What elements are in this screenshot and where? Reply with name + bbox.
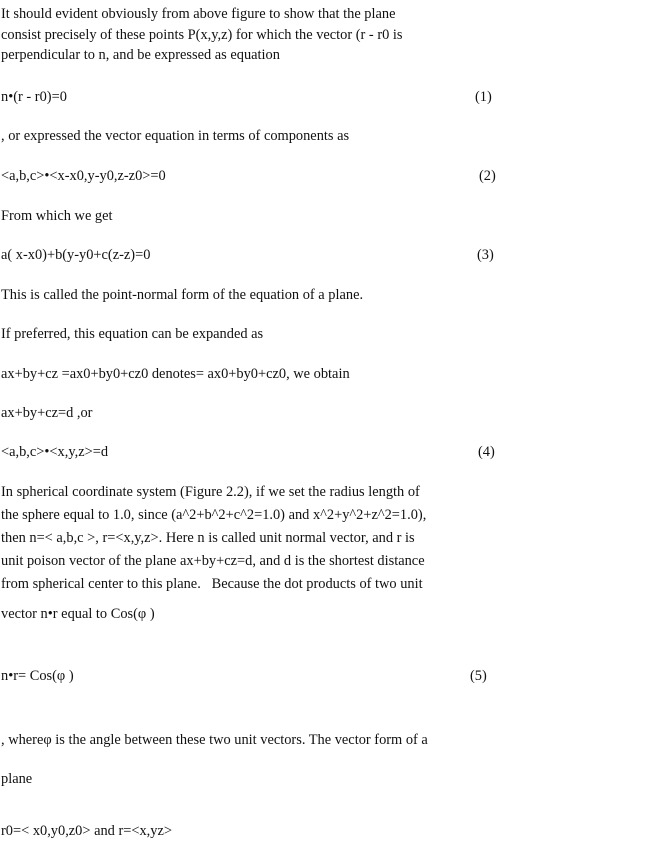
equation-3: a( x-x0)+b(y-y0+c(z-z)=0 [1,247,151,263]
equation-2: <a,b,c>•<x-x0,y-y0,z-z0>=0 [1,168,166,184]
from-which-text: From which we get [1,208,113,224]
intro-line-1: It should evident obviously from above figure to show that the plane [1,6,396,22]
equation-2-number: (2) [479,168,496,184]
equation-1: n•(r - r0)=0 [1,89,67,105]
spherical-line-2: the sphere equal to 1.0, since (a^2+b^2+c^2=1.0) and x^2+y^2+z^2=1.0), [1,507,427,523]
equation-4-number: (4) [478,444,495,460]
equation-5-number: (5) [470,668,487,684]
plane-text: plane [1,771,33,787]
equation-3-number: (3) [477,247,494,263]
equation-5: n•r= Cos(φ ) [1,668,74,684]
r0-text: r0=< x0,y0,z0> and r=<x,yz> [1,823,172,839]
spherical-line-3: then n=< a,b,c >, r=<x,y,z>. Here n is called unit normal vector, and r is [1,530,415,546]
spherical-line-4: unit poison vector of the plane ax+by+cz=d, and d is the shortest distance [1,553,425,569]
vector-dot-text: vector n•r equal to Cos(φ ) [1,606,155,622]
intro-line-3: perpendicular to n, and be expressed as equation [1,47,280,63]
spherical-line-1: In spherical coordinate system (Figure 2.2), if we set the radius length of [1,484,420,500]
expanded-equation-text: ax+by+cz =ax0+by0+cz0 denotes= ax0+by0+cz0, we obtain [1,366,350,382]
components-text: , or expressed the vector equation in terms of components as [1,128,350,144]
axbycz-text: ax+by+cz=d ,or [1,405,93,421]
point-normal-text: This is called the point-normal form of the equation of a plane. [1,287,364,303]
if-preferred-text: If preferred, this equation can be expanded as [1,326,264,342]
spherical-line-5: from spherical center to this plane. Because the dot products of two unit [1,576,423,592]
equation-4: <a,b,c>•<x,y,z>=d [1,444,109,460]
intro-line-2: consist precisely of these points P(x,y,z) for which the vector (r - r0 is [1,27,403,43]
where-text: , whereφ is the angle between these two unit vectors. The vector form of a [1,732,428,748]
equation-1-number: (1) [475,89,492,105]
